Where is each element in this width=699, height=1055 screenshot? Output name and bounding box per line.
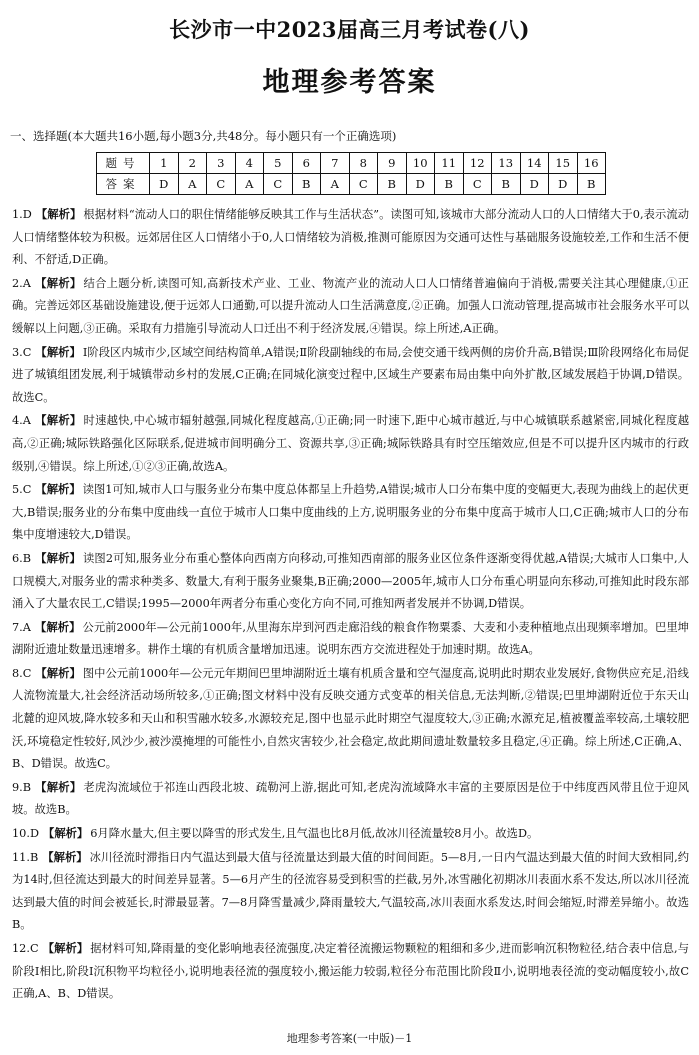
item-number: 7.A [12,620,31,634]
answer-cell: C [463,174,492,195]
item-number: 12.C [12,942,39,955]
question-number-cell: 5 [264,153,293,174]
analysis-tag: 【解析】 [34,275,82,290]
answer-cell: D [150,174,179,195]
answer-cell: A [235,174,264,195]
analysis-tag: 【解析】 [35,779,82,794]
question-number-cell: 3 [207,153,236,174]
answer-explanations [12,203,689,1006]
answer-explanation-item [12,616,689,662]
question-number-cell: 15 [549,153,578,174]
item-text: 6月降水量大,但主要以降雪的形式发生,且气温也比8月低,故冰川径流量较8月小。故选D。 [90,827,539,841]
item-number: 3.C [12,345,32,359]
answer-cell: A [321,174,350,195]
item-number: 8.C [12,666,32,680]
question-number-cell: 2 [178,153,207,174]
item-text: 时速越快,中心城市辐射越强,同城化程度越高,①正确;同一时速下,距中心城市越近,与中心城镇联系越紧密,同城化程度越高,②正确;城际铁路强化区际联系,促进城市间明确分工、资源共享,③正确;城际铁路具有时空压缩效应,但是不可以提升区内城市的行政级别,④错误。综上所述,①②③正确,故选A。 [12,414,689,473]
question-number-cell: 1 [150,153,179,174]
item-number: 1.D [12,208,32,221]
answer-cell: B [577,174,606,195]
answer-cell: C [207,174,236,195]
analysis-tag: 【解析】 [43,826,89,841]
question-number-cell: 10 [406,153,435,174]
table-row-label: 答案 [97,174,150,195]
answer-explanation-item [12,776,689,822]
answer-cell: C [264,174,293,195]
analysis-tag: 【解析】 [35,482,81,497]
item-number: 6.B [12,551,32,565]
analysis-tag: 【解析】 [34,619,81,634]
question-number-cell: 12 [463,153,492,174]
answer-explanation-item [12,409,689,478]
question-number-cell: 4 [235,153,264,174]
answer-explanation-item [12,937,689,1006]
item-text: 图中公元前1000年—公元元年期间巴里坤湖附近土壤有机质含量和空气湿度高,说明此时期农业发展好,食物供应充足,沿线人流物流量大,社会经济活动场所较多,①正确;图文材料中没有反映交通方式变革的相关信息,无法判断,②错误;巴里坤湖附近位于东天山北麓的迎风坡,降水较多和天山和积雪融水较多,水源较充足,图中也显示此时期空气湿度较大,③正确;水源充足,植被覆盖率较高,土壤较肥沃,环境稳定性较好,风沙少,被沙漠掩埋的可能性小,自然灾害较少,社会稳定,故此期间遗址数量较多且稳定,④正确。综上所述,C正确,A、B、D错误。故选C。 [12,666,689,771]
question-number-cell: 6 [292,153,321,174]
answer-explanation-item [12,272,689,341]
question-number-cell: 13 [492,153,521,174]
analysis-tag: 【解析】 [35,665,81,680]
answer-explanation-item [12,662,689,776]
item-text: 据材料可知,降雨量的变化影响地表径流强度,决定着径流搬运物颗粒的粗细和多少,进而影响沉积物粒径,结合表中信息,与阶段Ⅰ相比,阶段Ⅰ沉积物平均粒径小,说明地表径流的强度较小,搬运能力较弱,粒径分布范围比阶段Ⅱ小,说明地表径流的变动幅度较小,故C正确,A、B、D错误。 [12,942,689,1001]
answer-table-number-row [97,153,606,174]
answer-explanation-item [12,341,689,410]
answer-cell: D [406,174,435,195]
item-text: 结合上题分析,读图可知,高新技术产业、工业、物流产业的流动人口人口情绪普遍偏向于消极,需要关注其心理健康,①正确。完善远郊区基础设施建设,便于远郊人口通勤,可以提升流动人口生活满意度,②正确。加强人口流动管理,提高城市社会服务水平可以缓解以上问题,③正确。采取有力措施引导流动人口迁出不利于经济发展,④错误。综上所述,A正确。 [12,276,689,335]
answer-table [96,152,606,195]
analysis-tag: 【解析】 [42,941,89,955]
item-text: 冰川径流时滞指日内气温达到最大值与径流量达到最大值的时间间距。5—8月,一日内气温达到最大值的时间大致相同,约为14时,但径流达到最大的时间差异显著。5—6月产生的径流容易受到积雪的拦截,另外,冰雪融化初期冰川表面水系不发达,所以冰川径流达到最大值的时间会被延长,时滞最显著。7—8月降雪量减少,降雨量较大,气温较高,冰川表面水系发达,时间会缩短,时滞差异缩小。故选B。 [12,850,689,932]
item-text: Ⅰ阶段区内城市少,区域空间结构简单,A错误;Ⅱ阶段副轴线的布局,会使交通干线两侧的房价升高,B错误;Ⅲ阶段网络化布局促进了城镇组团发展,利于城镇带动乡村的发展,C正确;在同城化演变过程中,区域生产要素布局由集中向外扩散,区域发展趋于协调,D错误。故选C。 [12,345,689,404]
item-text: 读图1可知,城市人口与服务业分布集中度总体都呈上升趋势,A错误;城市人口分布集中度的变幅更大,表现为曲线上的起伏更大,B错误;服务业的分布集中度曲线一直位于城市人口集中度曲线的上方,说明服务业的分布集中度高于城市人口,C正确;城市人口的分布集中度增速较大,D错误。 [12,483,689,542]
answer-cell: D [549,174,578,195]
item-number: 4.A [12,414,31,428]
question-number-cell: 11 [435,153,464,174]
answer-explanation-item [12,822,689,846]
answer-explanation-item [12,478,689,547]
answer-cell: B [492,174,521,195]
exam-title: 长沙市一中2023届高三月考试卷(八) [169,17,530,42]
answer-cell: D [520,174,549,195]
answer-cell: B [378,174,407,195]
item-text: 公元前2000年—公元前1000年,从里海东岸到河西走廊沿线的粮食作物粟黍、大麦和小麦种植地点出现频率增加。巴里坤湖附近遗址数量迅速增多。耕作土壤的有机质含量增加迅速。说明东西方交流进程处于加速时期。故选A。 [12,620,689,657]
answer-explanation-item [12,846,689,937]
question-number-cell: 16 [577,153,606,174]
page-footer: 地理参考答案(一中版)－1 [286,1032,413,1045]
answer-explanation-item [12,203,689,272]
item-number: 9.B [12,780,32,794]
analysis-tag: 【解析】 [34,413,82,428]
answer-table-answer-row [97,174,606,195]
answer-cell: B [435,174,464,195]
question-number-cell: 14 [520,153,549,174]
question-number-cell: 9 [378,153,407,174]
analysis-tag: 【解析】 [35,207,82,221]
question-number-cell: 7 [321,153,350,174]
analysis-tag: 【解析】 [42,849,88,864]
subject-title: 地理参考答案 [262,67,437,98]
analysis-tag: 【解析】 [35,550,81,565]
answer-explanation-item [12,547,689,616]
item-text: 读图2可知,服务业分布重心整体向西南方向移动,可推知西南部的服务业区位条件逐渐变得优越,A错误;大城市人口集中,人口规模大,对服务业的需求种类多、数量大,有利于服务业聚集,B正确;2000—2005年,城市人口分布重心明显向东移动,可推知此时段东部涌入了大量农民工,C错误;1995—2000年两者分布重心变化方向不同,可推知两者发展并不协调,D错误。 [12,551,689,611]
item-number: 5.C [12,483,32,497]
section-heading: 一、选择题(本大题共16小题,每小题3分,共48分。每小题只有一个正确选项) [10,129,397,143]
answer-cell: B [292,174,321,195]
item-text: 根据材料“流动人口的职住情绪能够反映其工作与生活状态”。读图可知,该城市大部分流动人口的人口情绪大于0,表示流动人口情绪整体较为积极。远郊居住区人口情绪小于0,人口情绪较为消极,推测可能原因为交通可达性与基础服务设施较差,工作和生活不便利、不舒适,D正确。 [12,208,689,267]
analysis-tag: 【解析】 [35,344,81,359]
item-number: 10.D [12,827,40,841]
table-row-label: 题号 [97,153,150,174]
answer-cell: A [178,174,207,195]
item-number: 11.B [12,850,39,864]
question-number-cell: 8 [349,153,378,174]
answer-cell: C [349,174,378,195]
item-number: 2.A [12,276,31,290]
item-text: 老虎沟流域位于祁连山西段北坡、疏勒河上游,据此可知,老虎沟流域降水丰富的主要原因是位于中纬度西风带且位于迎风坡。故选B。 [12,780,689,817]
